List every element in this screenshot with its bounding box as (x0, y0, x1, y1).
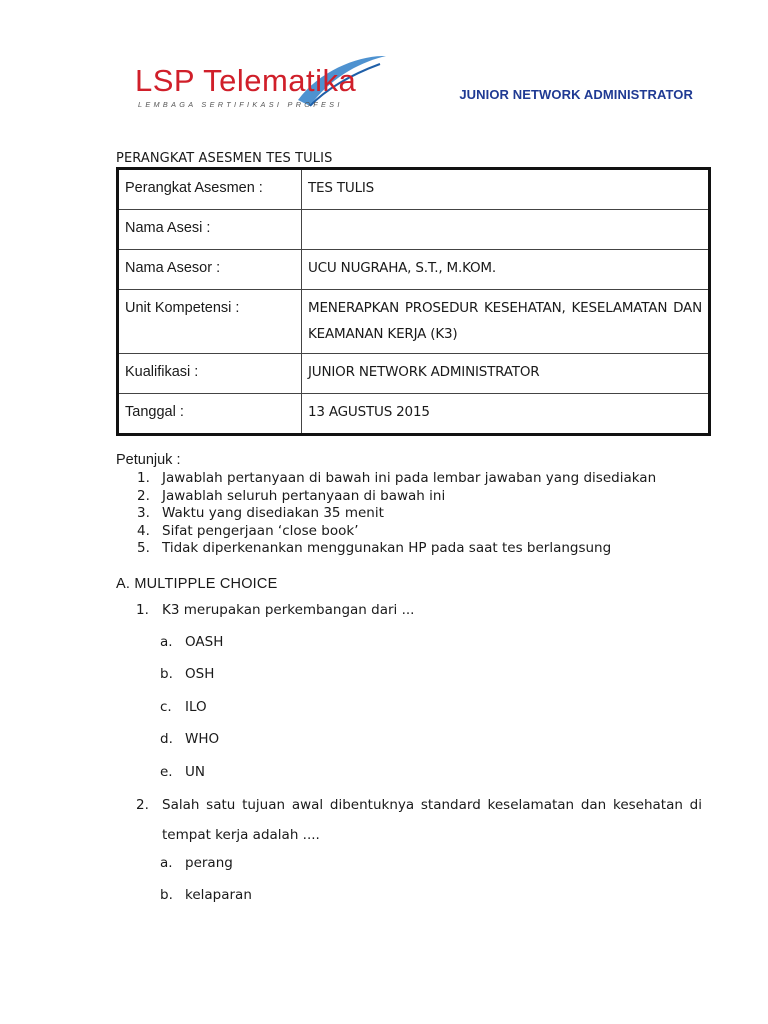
item-text: Sifat pengerjaan ‘close book’ (162, 522, 359, 539)
row-label: Unit Kompetensi : (118, 290, 302, 354)
option-text: ILO (185, 699, 207, 715)
logo-title: LSP Telematika (135, 63, 357, 98)
row-value: 13 AGUSTUS 2015 (302, 394, 710, 435)
lsp-logo (135, 64, 375, 124)
row-label: Nama Asesi : (118, 210, 302, 250)
question-number: 1. (136, 602, 149, 618)
table-row (118, 354, 710, 394)
list-item (137, 523, 656, 541)
program-title: JUNIOR NETWORK ADMINISTRATOR (459, 87, 693, 102)
section-heading: A. MULTIPPLE CHOICE (116, 576, 278, 592)
item-number: 4. (137, 522, 150, 539)
option-text: kelaparan (185, 887, 252, 903)
question-text: K3 merupakan perkembangan dari ... (162, 602, 415, 618)
option-item (160, 731, 219, 747)
option-letter: a. (160, 855, 173, 871)
assessment-info-table (116, 167, 711, 436)
option-letter: d. (160, 731, 173, 747)
table-row (118, 394, 710, 435)
option-item (160, 855, 233, 871)
item-text: Waktu yang disediakan 35 menit (162, 505, 384, 521)
option-letter: b. (160, 666, 173, 682)
logo-subtitle: LEMBAGA SERTIFIKASI PROFESI (138, 100, 343, 109)
option-letter: e. (160, 764, 173, 780)
document-title: PERANGKAT ASESMEN TES TULIS (116, 151, 333, 166)
table-row (118, 210, 710, 250)
option-item (160, 699, 207, 715)
item-text: Jawablah seluruh pertanyaan di bawah ini (162, 487, 446, 504)
list-item (137, 505, 656, 523)
row-value: TES TULIS (302, 169, 710, 210)
option-letter: c. (160, 699, 172, 715)
option-text: perang (185, 855, 233, 871)
list-item (137, 488, 656, 506)
table-row (118, 290, 710, 354)
row-value (302, 210, 710, 250)
question-text: Salah satu tujuan awal dibentuknya standard keselamatan dan kesehatan di (162, 797, 702, 813)
option-letter: b. (160, 887, 173, 903)
option-text: UN (185, 764, 205, 780)
list-item (137, 470, 656, 488)
question-text-continued: tempat kerja adalah .... (162, 827, 320, 843)
item-number: 2. (137, 487, 150, 504)
row-label: Nama Asesor : (118, 250, 302, 290)
row-value: JUNIOR NETWORK ADMINISTRATOR (302, 354, 710, 394)
instructions-list (137, 470, 656, 558)
item-text: Tidak diperkenankan menggunakan HP pada saat tes berlangsung (162, 540, 612, 556)
question-1 (136, 601, 414, 619)
item-number: 3. (137, 505, 150, 521)
option-item (160, 634, 223, 650)
option-text: OASH (185, 634, 224, 650)
table-row (118, 250, 710, 290)
row-value: MENERAPKAN PROSEDUR KESEHATAN, KESELAMATAN DAN KEAMANAN KERJA (K3) (302, 290, 710, 354)
option-text: OSH (185, 666, 215, 682)
table-row (118, 169, 710, 210)
option-item (160, 887, 252, 903)
row-value: UCU NUGRAHA, S.T., M.KOM. (302, 250, 710, 290)
option-item (160, 764, 205, 780)
row-label: Kualifikasi : (118, 354, 302, 394)
list-item (137, 540, 656, 558)
row-label: Perangkat Asesmen : (118, 169, 302, 210)
option-letter: a. (160, 634, 173, 650)
instructions-heading: Petunjuk : (116, 452, 181, 468)
item-text: Jawablah pertanyaan di bawah ini pada lembar jawaban yang disediakan (162, 470, 657, 486)
question-number: 2. (136, 797, 149, 813)
option-item (160, 666, 214, 682)
item-number: 1. (137, 470, 150, 486)
question-2 (136, 796, 706, 844)
item-number: 5. (137, 540, 150, 556)
row-label: Tanggal : (118, 394, 302, 435)
option-text: WHO (185, 731, 220, 747)
